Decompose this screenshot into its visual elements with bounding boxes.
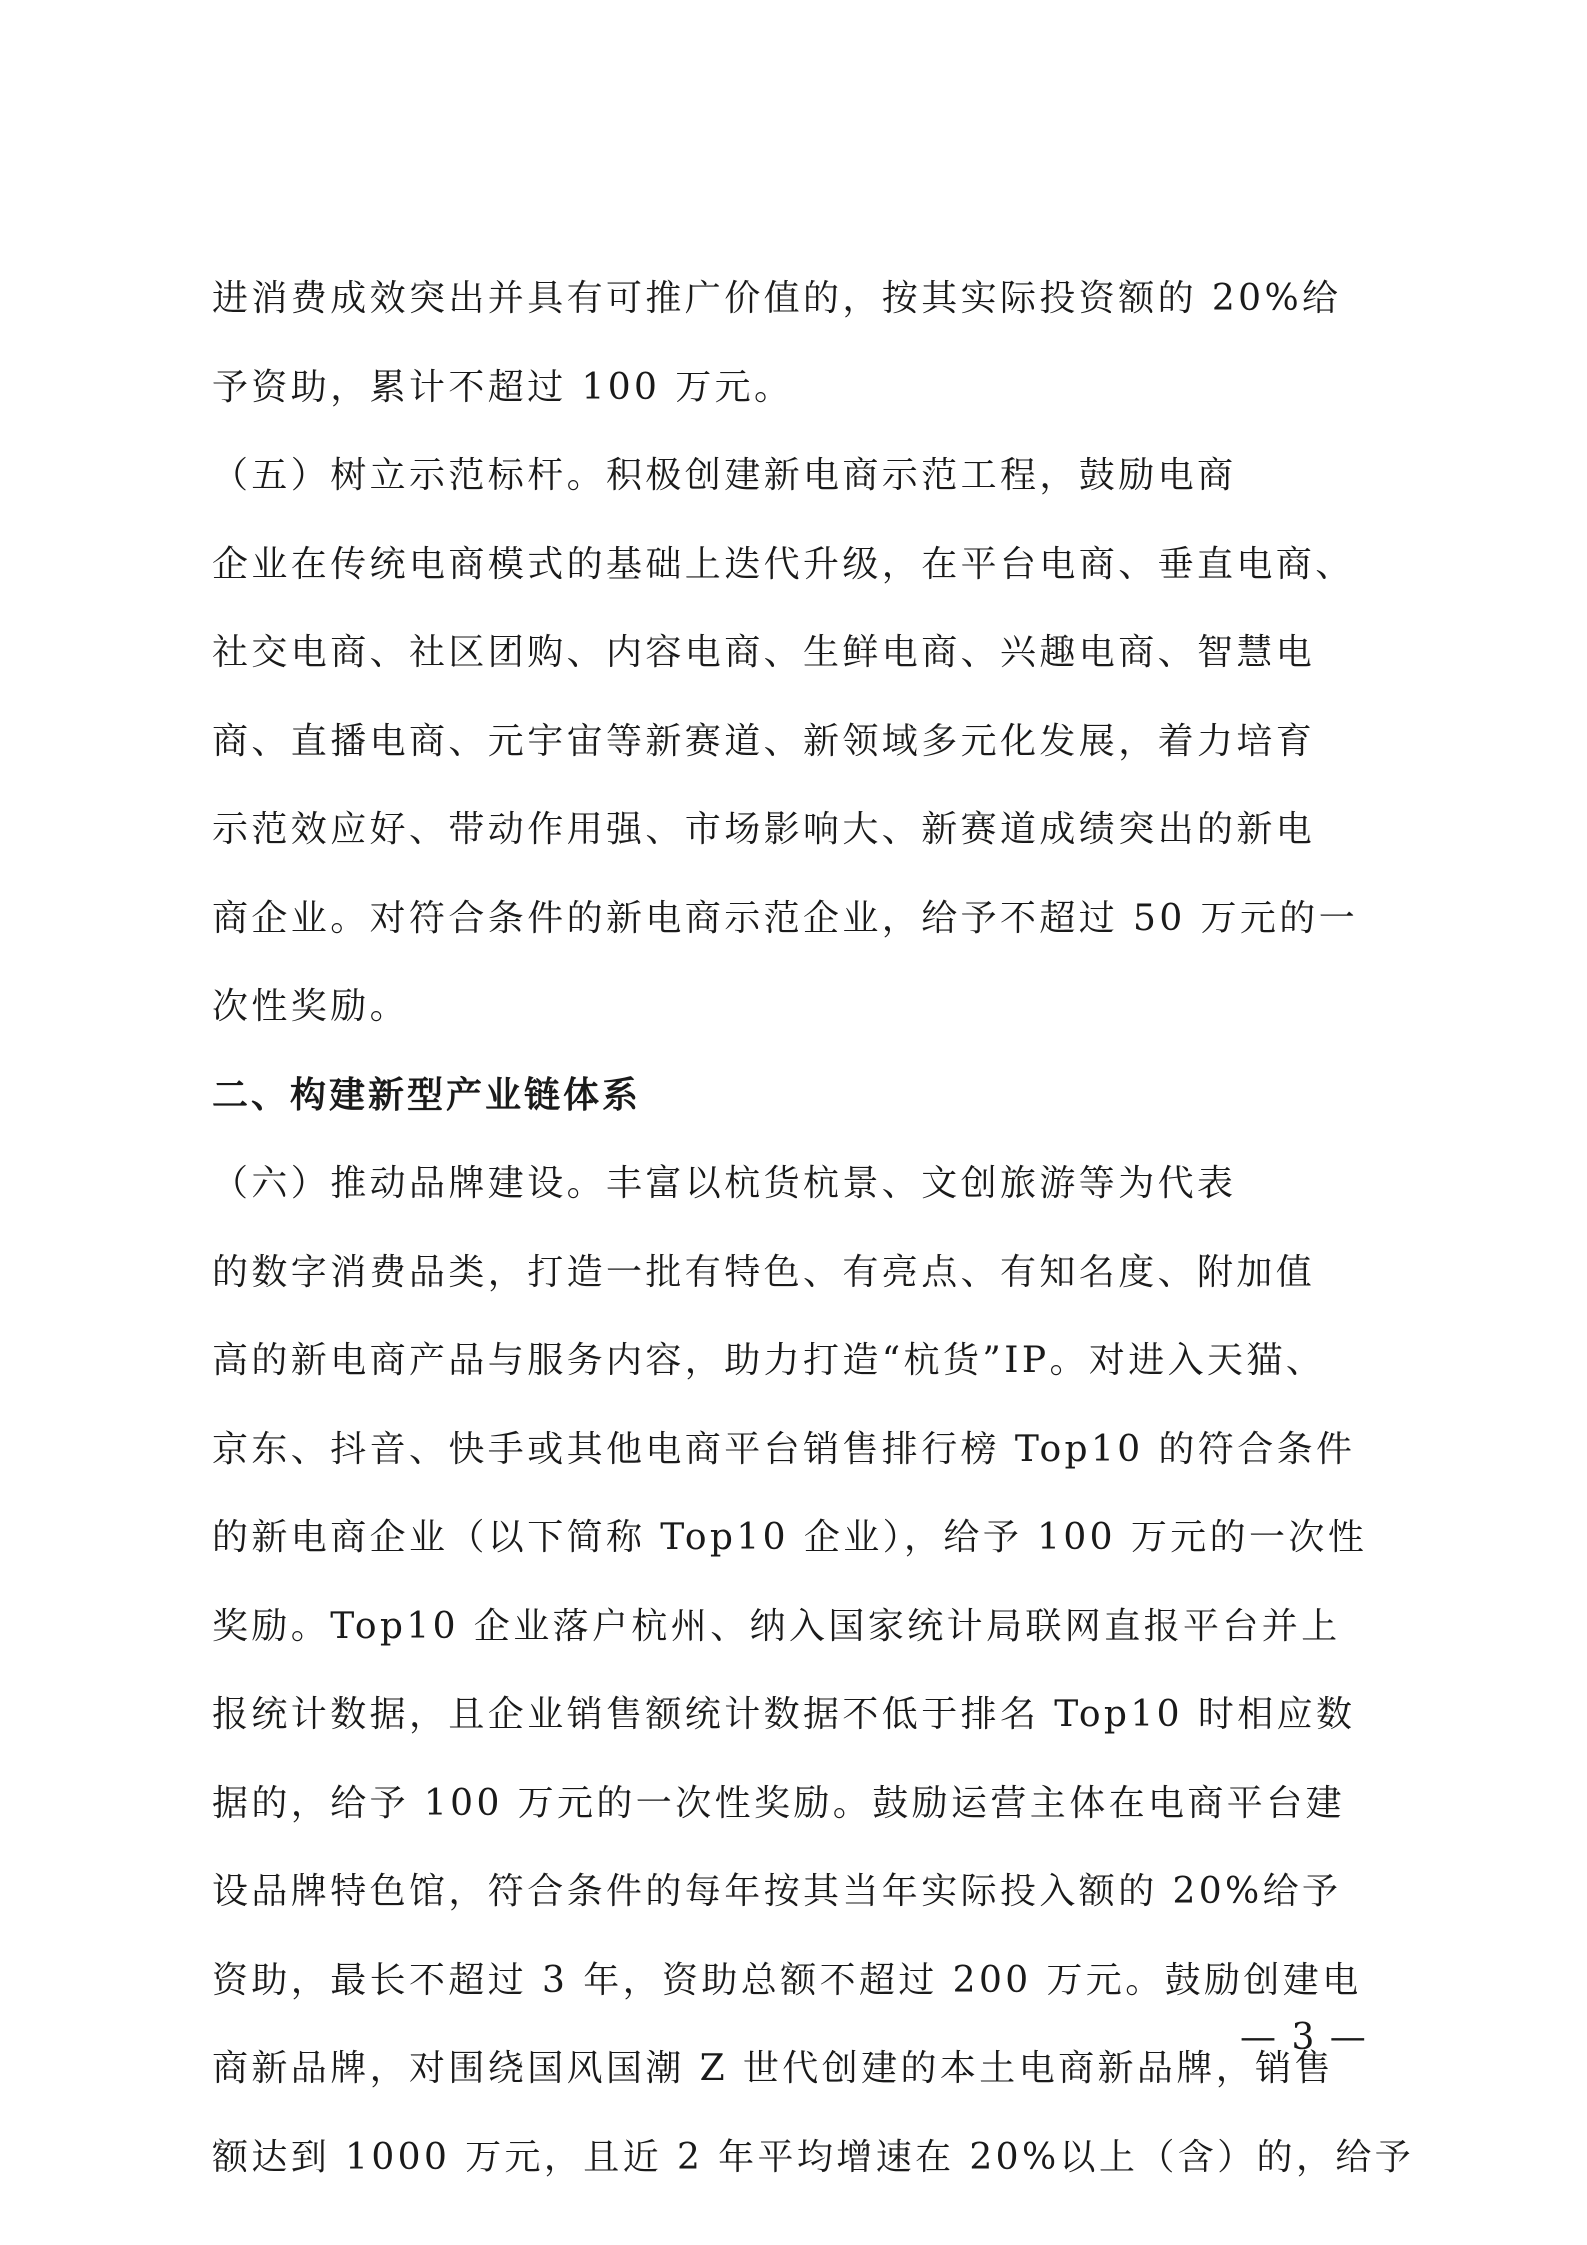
text-line: 报统计数据，且企业销售额统计数据不低于排名 Top10 时相应数 — [212, 1694, 1356, 1735]
text-line: 商企业。对符合条件的新电商示范企业，给予不超过 50 万元的一 — [212, 897, 1359, 939]
text-line: 设品牌特色馆，符合条件的每年按其当年实际投入额的 20%给予 — [212, 1871, 1342, 1912]
text-line: 予资助，累计不超过 100 万元。 — [212, 366, 794, 408]
text-line: 京东、抖音、快手或其他电商平台销售排行榜 Top10 的符合条件 — [212, 1428, 1356, 1470]
text-line: 商新品牌，对围绕国风国潮 Z 世代创建的本土电商新品牌，销售 — [212, 2048, 1334, 2089]
body-text — [212, 255, 1415, 2202]
text-line: 奖励。Top10 企业落户杭州、纳入国家统计局联网直报平台并上 — [212, 1605, 1341, 1647]
section-heading: 二、构建新型产业链体系 — [212, 1074, 642, 1116]
text-line: 的新电商企业（以下简称 Top10 企业），给予 100 万元的一次性 — [212, 1517, 1368, 1558]
text-line: 高的新电商产品与服务内容，助力打造“杭货”IP。对进入天猫、 — [212, 1340, 1326, 1381]
text-line: 次性奖励。 — [212, 986, 410, 1027]
text-line: 据的，给予 100 万元的一次性奖励。鼓励运营主体在电商平台建 — [212, 1782, 1345, 1824]
text-line: 资助，最长不超过 3 年，资助总额不超过 200 万元。鼓励创建电 — [212, 1959, 1362, 2001]
text-line: 企业在传统电商模式的基础上迭代升级，在平台电商、垂直电商、 — [212, 543, 1355, 585]
paragraph-start-line: （五）树立示范标杆。积极创建新电商示范工程，鼓励电商 — [212, 455, 1237, 496]
text-line: 示范效应好、带动作用强、市场影响大、新赛道成绩突出的新电 — [212, 809, 1316, 850]
text-line: 额达到 1000 万元，且近 2 年平均增速在 20%以上（含）的，给予 — [212, 2136, 1415, 2178]
text-line: 进消费成效突出并具有可推广价值的，按其实际投资额的 20%给 — [212, 278, 1342, 319]
paragraph-start-line: （六）推动品牌建设。丰富以杭货杭景、文创旅游等为代表 — [212, 1163, 1237, 1204]
text-line: 商、直播电商、元宇宙等新赛道、新领域多元化发展，着力培育 — [212, 720, 1316, 762]
page-number: — 3 — — [1240, 2017, 1368, 2058]
text-line: 的数字消费品类，打造一批有特色、有亮点、有知名度、附加值 — [212, 1251, 1316, 1293]
text-line: 社交电商、社区团购、内容电商、生鲜电商、兴趣电商、智慧电 — [212, 632, 1316, 673]
